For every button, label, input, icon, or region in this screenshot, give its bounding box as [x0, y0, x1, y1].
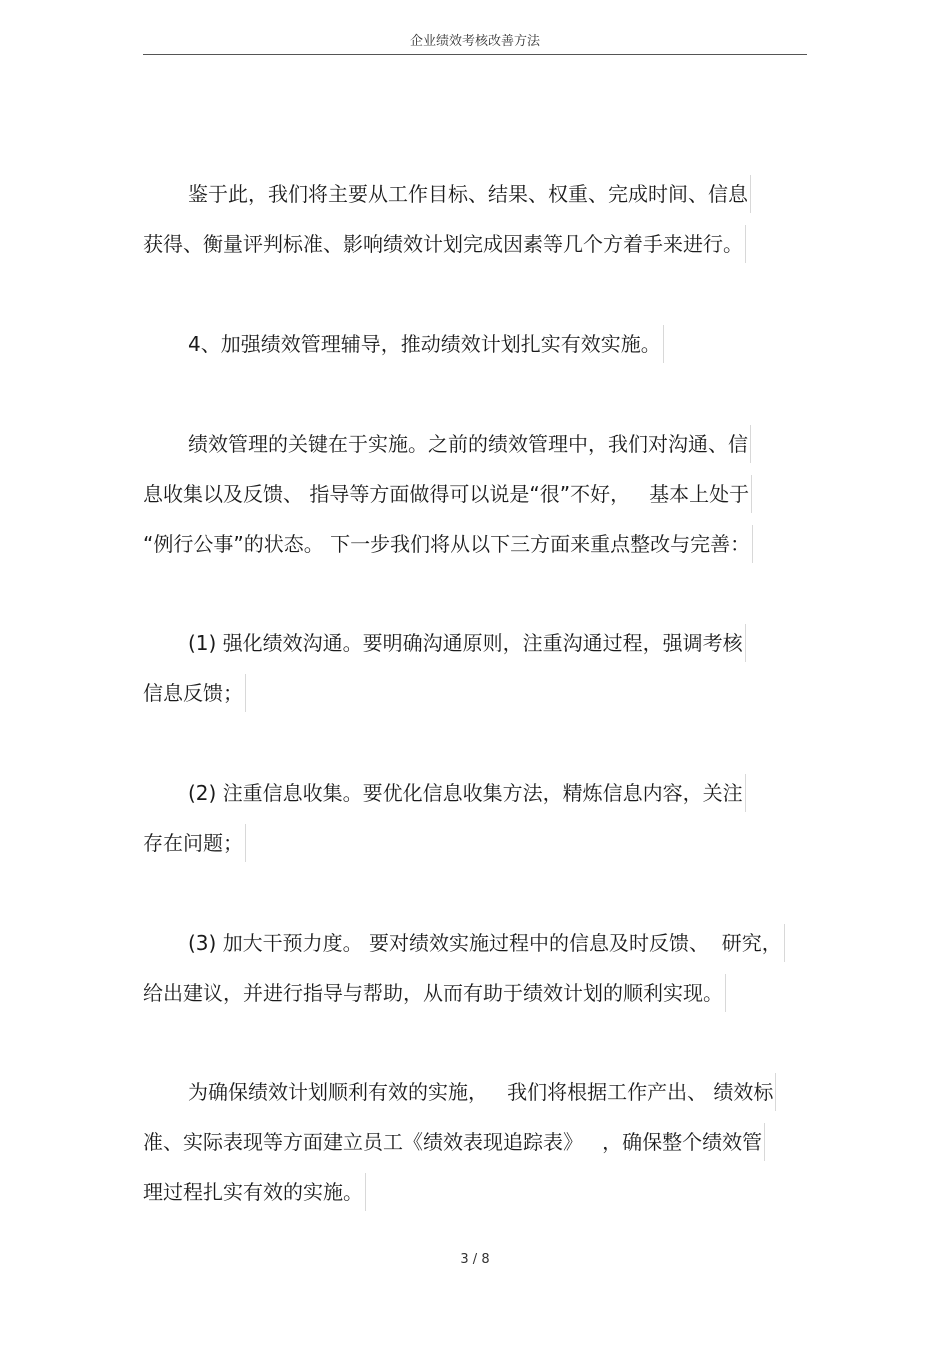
text-line: 存在问题； [143, 824, 246, 862]
text-line: 为确保绩效计划顺利有效的实施， 我们将根据工作产出、 绩效标 [143, 1073, 776, 1111]
header-rule [143, 54, 807, 55]
text-line: 信息反馈； [143, 674, 246, 712]
text-line: 4、加强绩效管理辅导，推动绩效计划扎实有效实施。 [143, 325, 664, 363]
text-line: 息收集以及反馈、 指导等方面做得可以说是“很”不好， 基本上处于 [143, 475, 752, 513]
text-line: 绩效管理的关键在于实施。之前的绩效管理中，我们对沟通、信 [143, 425, 751, 463]
text-line: 准、实际表现等方面建立员工《绩效表现追踪表》 ，确保整个绩效管 [143, 1123, 765, 1161]
text-line: 鉴于此，我们将主要从工作目标、结果、权重、完成时间、信息 [143, 175, 751, 213]
text-line: 获得、衡量评判标准、影响绩效计划完成因素等几个方着手来进行。 [143, 225, 746, 263]
page-number: 3 / 8 [460, 1252, 490, 1267]
text-line: (1) 强化绩效沟通。要明确沟通原则，注重沟通过程，强调考核 [143, 624, 746, 662]
text-line: “例行公事”的状态。 下一步我们将从以下三方面来重点整改与完善： [143, 525, 753, 563]
text-line: 理过程扎实有效的实施。 [143, 1173, 366, 1211]
text-line: (3) 加大干预力度。 要对绩效实施过程中的信息及时反馈、 研究， [143, 924, 785, 962]
page-header-title: 企业绩效考核改善方法 [409, 34, 540, 49]
text-line: (2) 注重信息收集。要优化信息收集方法，精炼信息内容，关注 [143, 774, 746, 812]
text-line: 给出建议，并进行指导与帮助，从而有助于绩效计划的顺利实现。 [143, 974, 726, 1012]
